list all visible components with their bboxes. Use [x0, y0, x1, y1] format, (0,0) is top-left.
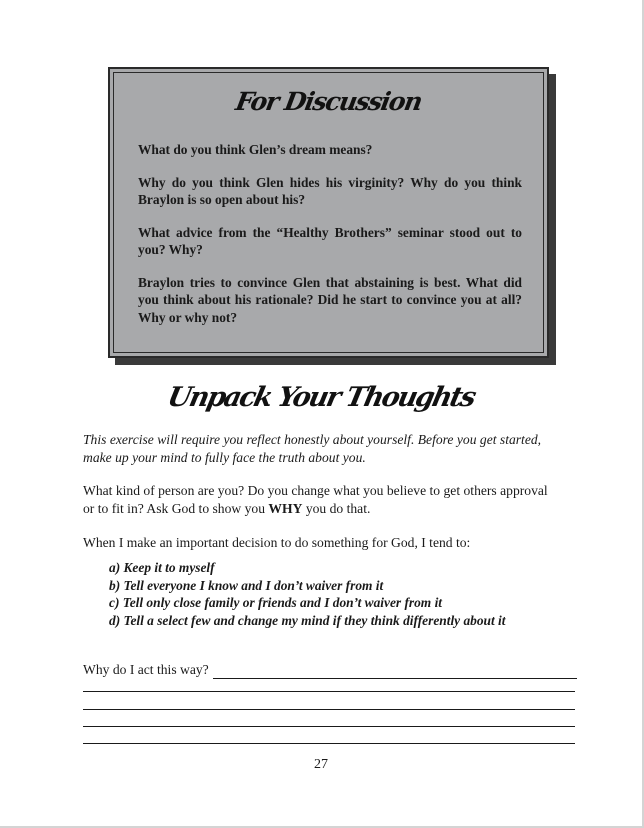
person-question-end: you do that.: [305, 500, 371, 516]
answer-line: [83, 691, 575, 692]
answer-line: [83, 726, 575, 727]
decision-prompt: When I make an important decision to do something for God, I tend to:: [83, 535, 471, 550]
option-item: d) Tell a select few and change my mind if they think differently about it: [109, 612, 506, 628]
option-item: a) Keep it to myself: [109, 560, 215, 575]
person-question-text: What kind of person are you? Do you change what you believe to get others approval or to fit in? Ask God to show you: [83, 483, 548, 516]
option-item: b) Tell everyone I know and I don’t waiver from it: [109, 577, 384, 593]
discussion-questions: [138, 141, 522, 341]
discussion-question: Why do you think Glen hides his virginity? Why do you think Braylon is so open about his?: [138, 174, 522, 207]
person-question-emphasis: WHY: [268, 500, 303, 516]
unpack-title: Unpack Your Thoughts: [164, 382, 478, 413]
decision-options: [109, 559, 539, 629]
discussion-question: What do you think Glen’s dream means?: [138, 142, 373, 157]
discussion-question: Braylon tries to convince Glen that abstaining is best. What did you think about his rationale? Did he start to convince you at all? Why or why not?: [138, 274, 522, 325]
page-number: 27: [314, 757, 328, 772]
discussion-question: What advice from the “Healthy Brothers” seminar stood out to you? Why?: [138, 224, 522, 257]
discussion-box: [108, 67, 549, 358]
discussion-title: For Discussion: [233, 87, 424, 116]
unpack-intro: This exercise will require you reflect honestly about yourself. Before you get started, make up your mind to fully face the truth about you.: [83, 432, 542, 465]
answer-blank: [213, 666, 577, 679]
answer-line: [83, 709, 575, 710]
answer-line: [83, 743, 575, 744]
option-item: c) Tell only close family or friends and I don’t waiver from it: [109, 595, 443, 610]
person-question: [83, 482, 553, 517]
why-prompt-line: [83, 661, 577, 679]
why-prompt: Why do I act this way?: [83, 662, 209, 677]
